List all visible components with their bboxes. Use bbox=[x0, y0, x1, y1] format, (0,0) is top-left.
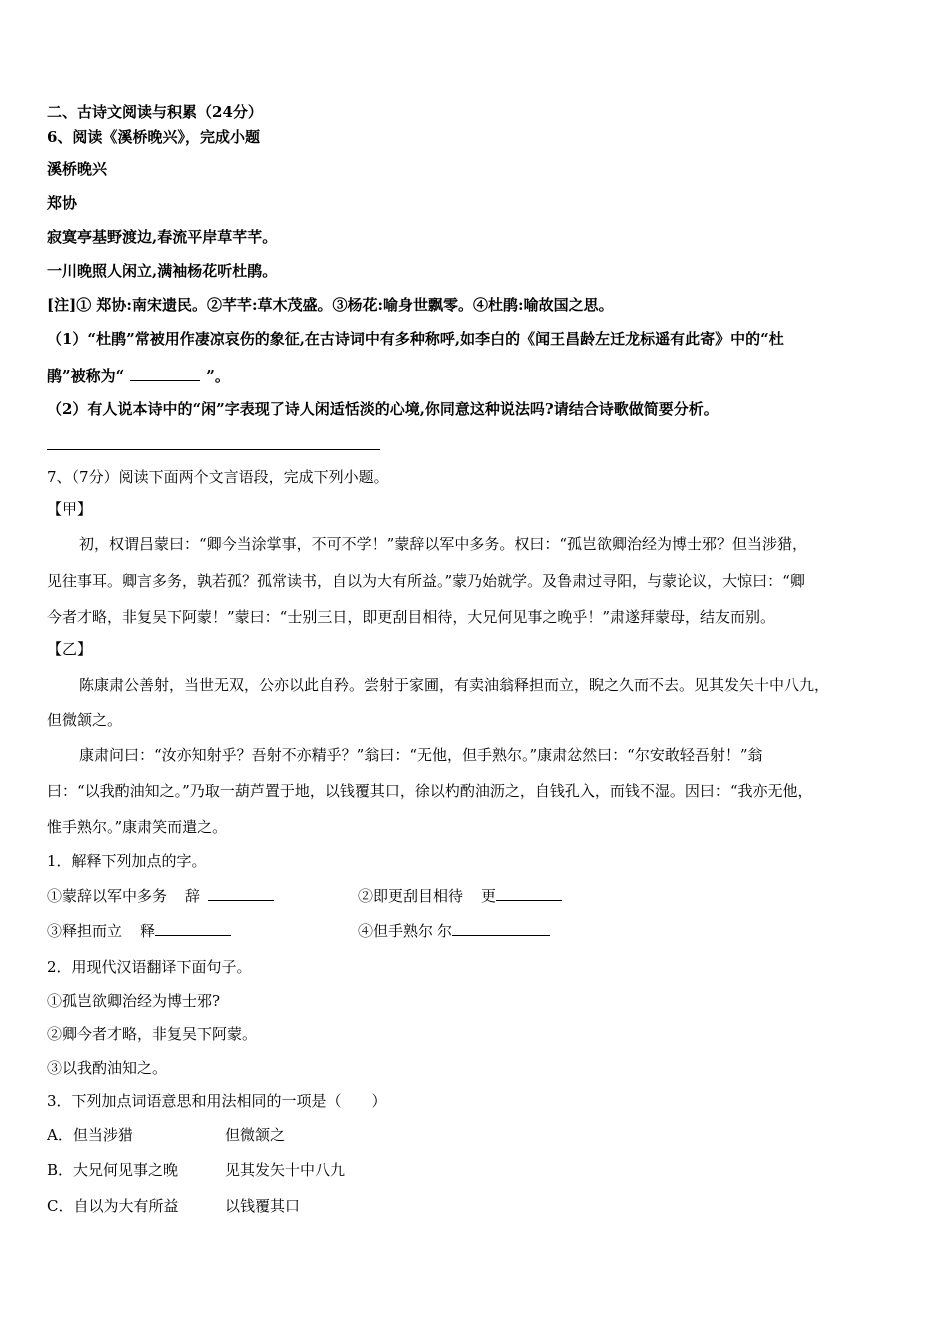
sub1-item-4-word: 尔 bbox=[437, 922, 453, 940]
sub1-item-4-text: ④但手熟尔 bbox=[358, 922, 434, 940]
option-c-phrase-2: 以钱覆其口 bbox=[225, 1197, 301, 1215]
sub1-item-4 bbox=[358, 921, 550, 940]
sub1-item-2-word: 更 bbox=[481, 887, 497, 905]
q6-sub1-line1: （1）“杜鹃”常被用作凄凉哀伤的象征,在古诗词中有多种称呼,如李白的《闻王昌龄左迁龙标遥有此寄》中的“杜 bbox=[47, 330, 784, 348]
sub1-item-3-text: ③释担而立 bbox=[47, 922, 123, 940]
sub1-item-2-text: ②即更刮目相待 bbox=[358, 887, 464, 905]
answer-blank[interactable] bbox=[155, 921, 231, 936]
poem-author: 郑协 bbox=[47, 194, 78, 212]
option-c-phrase-1: 自以为大有所益 bbox=[73, 1197, 179, 1215]
option-a-phrase-2: 但微颔之 bbox=[225, 1126, 286, 1144]
option-b[interactable] bbox=[47, 1161, 178, 1179]
sub1-item-1-word: 辞 bbox=[185, 887, 201, 905]
yi-paragraph-4: 曰：“以我酌油知之。”乃取一葫芦置于地，以钱覆其口，徐以杓酌油沥之，自钱孔入，而钱不湿。因曰：“我亦无他， bbox=[47, 782, 813, 800]
jia-label: 【甲】 bbox=[47, 500, 93, 518]
sub2-prompt: 2．用现代汉语翻译下面句子。 bbox=[47, 958, 252, 976]
q6-sub1-text-b: ”。 bbox=[206, 367, 230, 385]
jia-paragraph-2: 见往事耳。卿言多务，孰若孤？孤常读书，自以为大有所益。”蒙乃始就学。及鲁肃过寻阳，与蒙论议，大惊曰：“卿 bbox=[47, 572, 805, 590]
poem-note: [注]① 郑协:南宋遗民。②芊芊:草木茂盛。③杨花:喻身世飘零。④杜鹃:喻故国之思。 bbox=[47, 296, 614, 314]
answer-blank[interactable] bbox=[130, 366, 200, 381]
answer-blank[interactable] bbox=[208, 886, 274, 901]
sub1-item-3 bbox=[47, 921, 231, 940]
section-title: 二、古诗文阅读与积累（24分） bbox=[47, 103, 263, 121]
option-b-phrase-2: 见其发矢十中八九 bbox=[225, 1161, 346, 1179]
yi-paragraph-5: 惟手熟尔。”康肃笑而遣之。 bbox=[47, 818, 228, 836]
yi-paragraph-1: 陈康肃公善射，当世无双，公亦以此自矜。尝射于家圃，有卖油翁释担而立，睨之久而不去。见其发矢十中八九， bbox=[79, 676, 830, 694]
jia-paragraph-3: 今者才略，非复吴下阿蒙！”蒙曰：“士别三日，即更刮目相待，大兄何见事之晚乎！”肃遂拜蒙母，结友而别。 bbox=[47, 608, 776, 626]
yi-paragraph-2: 但微颔之。 bbox=[47, 711, 123, 729]
option-b-label: B． bbox=[47, 1161, 74, 1179]
option-a-label: A． bbox=[47, 1126, 73, 1144]
option-a[interactable] bbox=[47, 1126, 133, 1144]
poem-line-1: 寂寞亭基野渡边,春流平岸草芊芊。 bbox=[47, 228, 278, 246]
option-a-phrase-1: 但当涉猎 bbox=[72, 1126, 133, 1144]
q6-sub2: （2）有人说本诗中的“闲”字表现了诗人闲适恬淡的心境,你同意这种说法吗?请结合诗歌做简要分析。 bbox=[47, 400, 719, 418]
option-c-label: C． bbox=[47, 1197, 74, 1215]
yi-label: 【乙】 bbox=[47, 640, 93, 658]
option-c[interactable] bbox=[47, 1197, 179, 1215]
poem-title: 溪桥晚兴 bbox=[47, 160, 108, 178]
option-b-phrase-1: 大兄何见事之晚 bbox=[73, 1161, 179, 1179]
answer-blank[interactable] bbox=[452, 921, 550, 936]
sub3-prompt: 3．下列加点词语意思和用法相同的一项是（ ） bbox=[47, 1092, 387, 1110]
q6-prompt: 6、阅读《溪桥晚兴》，完成小题 bbox=[47, 128, 260, 146]
sub2-item-3: ③以我酌油知之。 bbox=[47, 1059, 168, 1077]
sub1-item-1 bbox=[47, 886, 274, 905]
q6-sub1-line2 bbox=[47, 366, 230, 385]
sub1-item-2 bbox=[358, 886, 562, 905]
answer-line[interactable] bbox=[47, 449, 380, 450]
answer-blank[interactable] bbox=[496, 886, 562, 901]
sub2-item-1: ①孤岂欲卿治经为博士邪? bbox=[47, 992, 221, 1010]
sub1-item-1-text: ①蒙辞以军中多务 bbox=[47, 887, 168, 905]
sub1-prompt: 1．解释下列加点的字。 bbox=[47, 852, 207, 870]
sub2-item-2: ②卿今者才略，非复吴下阿蒙。 bbox=[47, 1025, 258, 1043]
yi-paragraph-3: 康肃问曰：“汝亦知射乎？吾射不亦精乎？”翁曰：“无他，但手熟尔。”康肃忿然曰：“尔安敢轻吾射！”翁 bbox=[79, 746, 763, 764]
sub1-item-3-word: 释 bbox=[140, 922, 156, 940]
poem-line-2: 一川晚照人闲立,满袖杨花听杜鹃。 bbox=[47, 262, 278, 280]
q7-prompt: 7、（7分）阅读下面两个文言语段，完成下列小题。 bbox=[47, 468, 389, 486]
q6-sub1-text-a: 鹃”被称为“ bbox=[47, 367, 125, 385]
jia-paragraph-1: 初，权谓吕蒙曰：“卿今当涂掌事，不可不学！”蒙辞以军中多务。权曰：“孤岂欲卿治经为博士邪？但当涉猎， bbox=[79, 535, 808, 553]
